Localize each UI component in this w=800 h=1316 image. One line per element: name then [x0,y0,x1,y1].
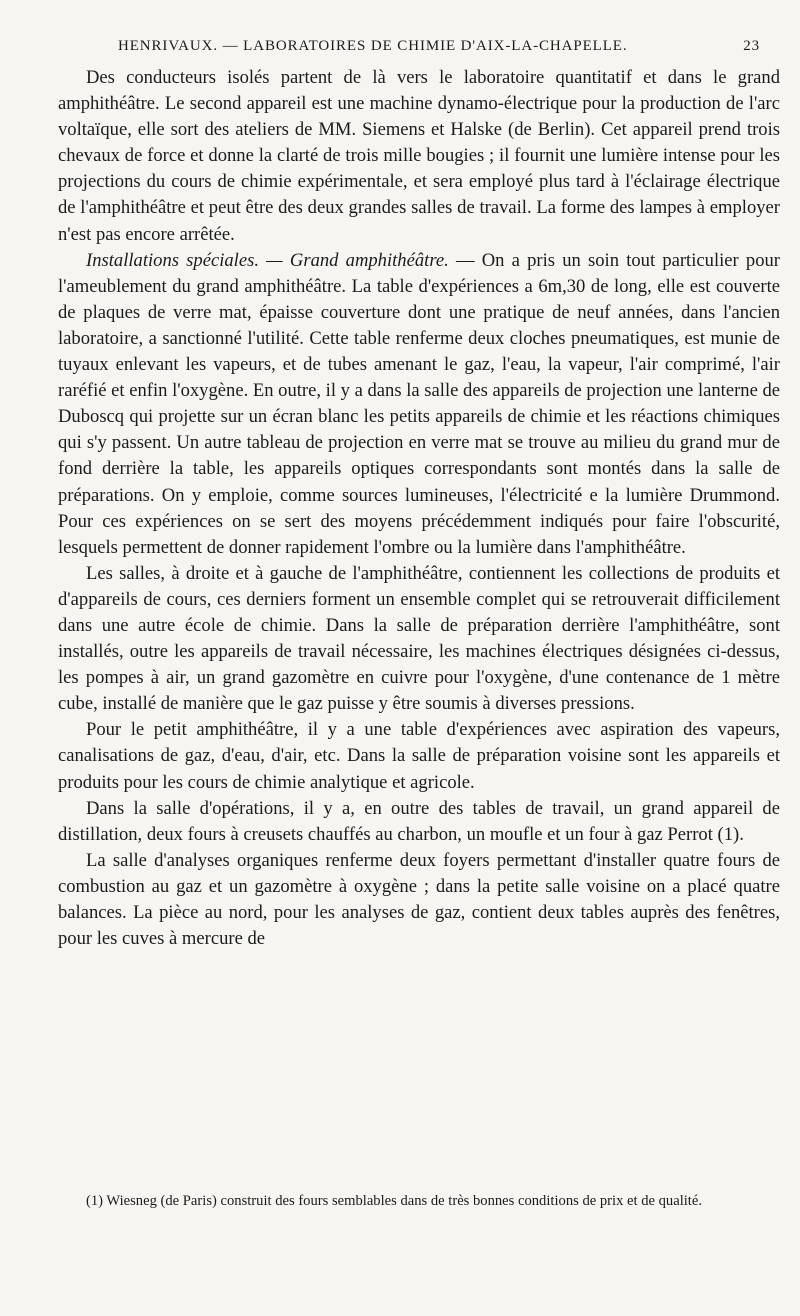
paragraph [58,717,780,795]
running-header [58,38,760,62]
body-text [58,65,780,952]
paragraph-text: Pour le petit amphithéâtre, il y a une table d'expériences avec aspiration des vapeurs, canalisations de gaz, d'eau, d'air, etc. Dans la salle de préparation voisine sont les appareils et produits pour les cours de chimie analytique et agricole. [58,719,780,793]
running-title: HENRIVAUX. — LABORATOIRES DE CHIMIE D'AIX-LA-CHAPELLE. [118,38,628,54]
paragraph [58,248,780,561]
section-heading: Installations spéciales. — Grand amphithéâtre. [86,249,449,271]
paragraph-text: Les salles, à droite et à gauche de l'amphithéâtre, contiennent les collections de produits et d'appareils de cours, ces derniers forment un ensemble complet qui se retrouverait difficilement dans une autre école de chimie. Dans la salle de préparation derrière l'amphithéâtre, sont installés, outre les appareils de travail nécessaire, les machines électriques désignées ci-dessus, les pompes à air, un grand gazomètre en cuivre pour l'oxygène, d'une contenance de 1 mètre cube, installé de manière que le gaz puisse y être soumis à diverses pressions. [58,562,780,715]
paragraph [58,65,780,248]
paragraph-text: Des conducteurs isolés partent de là vers le laboratoire quantitatif et dans le grand amphithéâtre. Le second appareil est une machine dynamo-électrique pour la production de l'arc voltaïque, elle sort des ateliers de MM. Siemens et Halske (de Berlin). Cet appareil prend trois chevaux de force et donne la clarté de trois mille bougies ; il fournit une lumière intense pour les projections du cours de chimie expérimentale, et sera employé plus tard à l'éclairage électrique de l'amphithéâtre et peut être des deux grandes salles de travail. La forme des lampes à employer n'est pas encore arrêtée. [58,67,780,245]
paragraph-text: La salle d'analyses organiques renferme deux foyers permettant d'installer quatre fours de combustion au gaz et un gazomètre à oxygène ; dans la petite salle voisine on a placé quatre balances. La pièce au nord, pour les analyses de gaz, contient deux tables auprès des fenêtres, pour les cuves à mercure de [58,849,780,950]
page-number: 23 [743,38,760,54]
footnote: (1) Wiesneg (de Paris) construit des fours semblables dans de très bonnes conditions de prix et de qualité. [86,1193,702,1209]
paragraph-text: — On a pris un soin tout particulier pour l'ameublement du grand amphithéâtre. La table d'expériences a 6m,30 de long, elle est couverte de plaques de verre mat, épaisse couverture dont une pratique de neuf années, dans l'ancien laboratoire, a sanctionné l'utilité. Cette table renferme deux cloches pneumatiques, est munie de tuyaux enlevant les vapeurs, et de tubes amenant le gaz, l'eau, la vapeur, l'air comprimé, l'air raréfié et enfin l'oxygène. En outre, il y a dans la salle des appareils de projection une lanterne de Duboscq qui projette sur un écran blanc les petits appareils de chimie et les réactions chimiques qui s'y passent. Un autre tableau de projection en verre mat se trouve au milieu du grand mur de fond derrière la table, les appareils optiques correspondants sont montés dans la salle de préparations. On y emploie, comme sources lumineuses, l'électricité e la lumière Drummond. Pour ces expériences on se sert des moyens précédemment indiqués pour faire l'obscurité, lesquels permettent de donner rapidement l'ombre ou la lumière dans l'amphithéâtre. [58,249,781,558]
paragraph [58,796,780,848]
paragraph [58,848,780,952]
paragraph-text: Dans la salle d'opérations, il y a, en outre des tables de travail, un grand appareil de distillation, deux fours à creusets chauffés au charbon, un moufle et un four à gaz Perrot (1). [58,797,780,845]
paragraph [58,561,780,718]
